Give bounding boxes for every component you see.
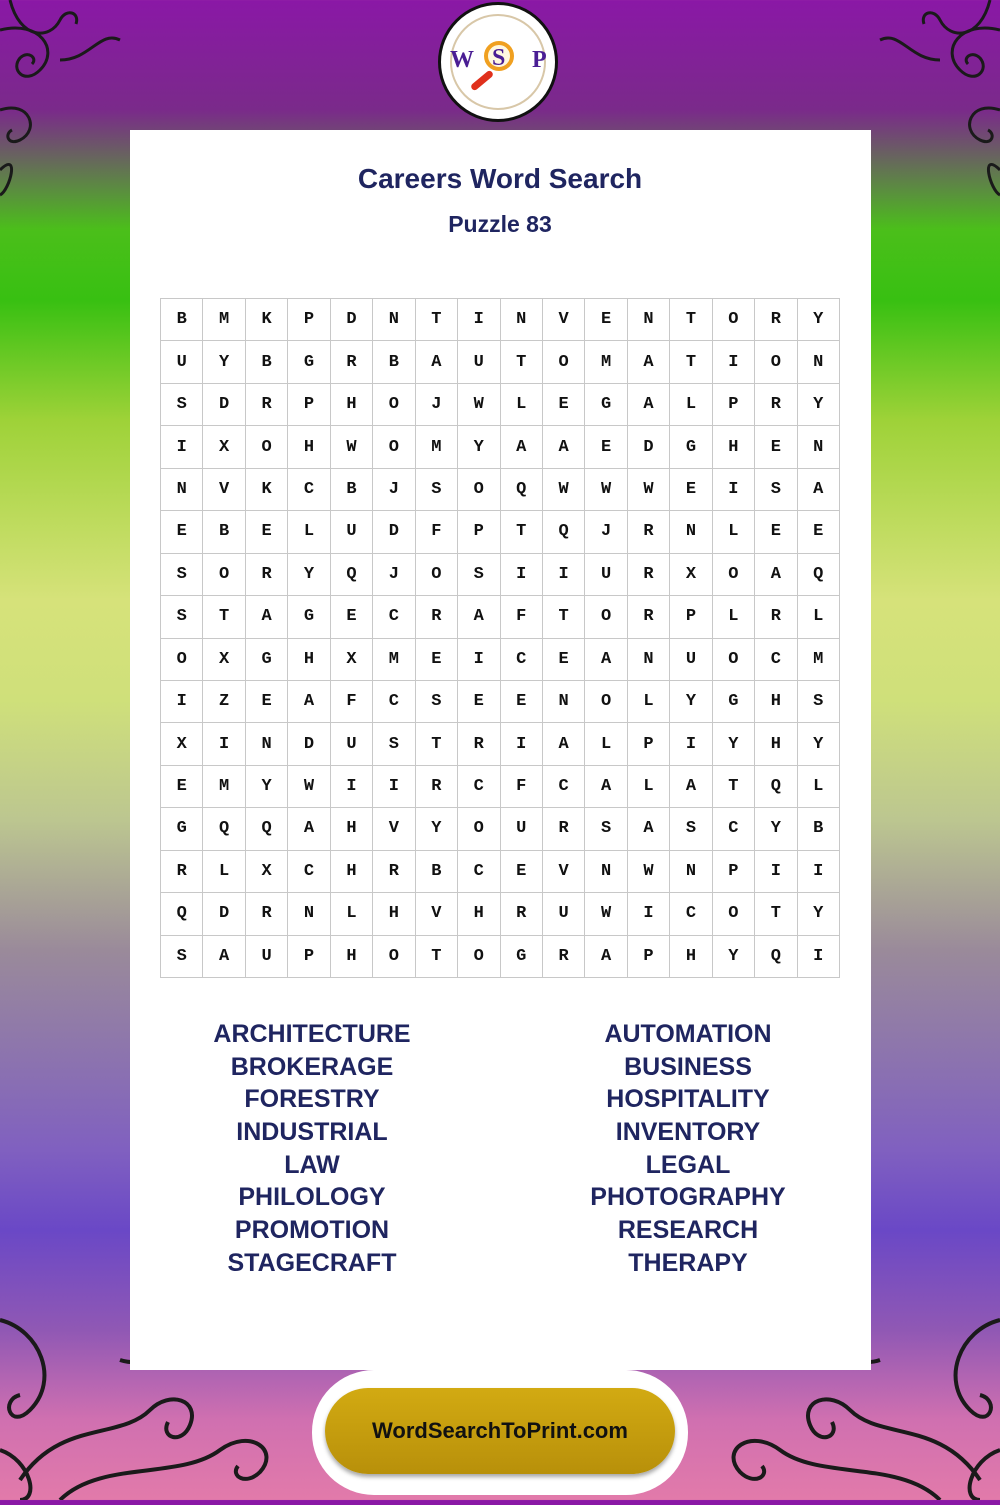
- grid-cell: E: [543, 639, 585, 681]
- grid-cell: Y: [458, 426, 500, 468]
- grid-cell: I: [543, 554, 585, 596]
- grid-cell: N: [798, 341, 840, 383]
- grid-cell: I: [458, 639, 500, 681]
- grid-cell: B: [798, 808, 840, 850]
- grid-cell: Y: [713, 936, 755, 978]
- grid-cell: B: [161, 299, 203, 341]
- grid-cell: B: [373, 341, 415, 383]
- grid-cell: I: [373, 766, 415, 808]
- word-list-item: AUTOMATION: [604, 1020, 772, 1048]
- grid-cell: R: [755, 596, 797, 638]
- grid-cell: O: [543, 341, 585, 383]
- grid-cell: I: [628, 893, 670, 935]
- grid-cell: G: [501, 936, 543, 978]
- grid-cell: Y: [416, 808, 458, 850]
- grid-cell: R: [416, 596, 458, 638]
- grid-cell: U: [331, 511, 373, 553]
- grid-cell: U: [161, 341, 203, 383]
- grid-cell: S: [416, 681, 458, 723]
- word-list-item: PHILOLOGY: [238, 1183, 386, 1212]
- grid-cell: Q: [331, 554, 373, 596]
- grid-cell: C: [755, 639, 797, 681]
- grid-cell: I: [203, 723, 245, 765]
- word-list-item: STAGECRAFT: [227, 1248, 397, 1277]
- grid-cell: R: [628, 596, 670, 638]
- grid-cell: L: [670, 384, 712, 426]
- grid-cell: R: [373, 851, 415, 893]
- grid-cell: L: [203, 851, 245, 893]
- grid-cell: U: [501, 808, 543, 850]
- grid-cell: G: [161, 808, 203, 850]
- grid-cell: H: [288, 639, 330, 681]
- grid-cell: I: [161, 426, 203, 468]
- grid-cell: A: [288, 681, 330, 723]
- grid-cell: N: [373, 299, 415, 341]
- grid-cell: I: [798, 936, 840, 978]
- grid-cell: B: [203, 511, 245, 553]
- grid-cell: M: [203, 766, 245, 808]
- grid-cell: P: [288, 936, 330, 978]
- grid-cell: H: [331, 384, 373, 426]
- grid-cell: D: [331, 299, 373, 341]
- grid-cell: A: [585, 936, 627, 978]
- grid-cell: S: [161, 596, 203, 638]
- grid-cell: I: [331, 766, 373, 808]
- grid-cell: R: [543, 808, 585, 850]
- grid-cell: F: [501, 766, 543, 808]
- grid-cell: Y: [798, 723, 840, 765]
- grid-cell: Q: [755, 766, 797, 808]
- grid-cell: S: [161, 384, 203, 426]
- grid-cell: Y: [203, 341, 245, 383]
- grid-cell: B: [246, 341, 288, 383]
- grid-cell: A: [670, 766, 712, 808]
- grid-cell: Y: [798, 384, 840, 426]
- grid-cell: D: [203, 893, 245, 935]
- grid-cell: W: [628, 469, 670, 511]
- grid-cell: H: [331, 936, 373, 978]
- grid-cell: N: [543, 681, 585, 723]
- grid-cell: Q: [755, 936, 797, 978]
- grid-cell: G: [288, 341, 330, 383]
- grid-cell: T: [416, 936, 458, 978]
- grid-cell: L: [798, 596, 840, 638]
- grid-cell: M: [203, 299, 245, 341]
- grid-cell: F: [331, 681, 373, 723]
- grid-cell: A: [288, 808, 330, 850]
- grid-cell: O: [416, 554, 458, 596]
- grid-cell: M: [798, 639, 840, 681]
- logo-letter-p: P: [532, 47, 547, 73]
- grid-cell: A: [203, 936, 245, 978]
- word-list-right: [488, 1018, 888, 1280]
- grid-cell: M: [373, 639, 415, 681]
- grid-cell: P: [628, 723, 670, 765]
- grid-cell: O: [161, 639, 203, 681]
- grid-cell: S: [373, 723, 415, 765]
- grid-cell: W: [585, 893, 627, 935]
- grid-cell: W: [458, 384, 500, 426]
- grid-cell: O: [458, 469, 500, 511]
- grid-cell: A: [246, 596, 288, 638]
- grid-cell: N: [246, 723, 288, 765]
- grid-cell: T: [543, 596, 585, 638]
- grid-cell: G: [288, 596, 330, 638]
- puzzle-number: Puzzle 83: [448, 211, 552, 237]
- grid-cell: E: [458, 681, 500, 723]
- grid-cell: W: [331, 426, 373, 468]
- grid-cell: N: [288, 893, 330, 935]
- grid-cell: N: [798, 426, 840, 468]
- grid-cell: L: [798, 766, 840, 808]
- grid-cell: O: [585, 681, 627, 723]
- grid-cell: V: [543, 299, 585, 341]
- grid-cell: S: [670, 808, 712, 850]
- grid-cell: H: [755, 681, 797, 723]
- grid-cell: H: [755, 723, 797, 765]
- grid-cell: R: [628, 554, 670, 596]
- grid-cell: E: [585, 299, 627, 341]
- grid-cell: A: [501, 426, 543, 468]
- grid-cell: V: [543, 851, 585, 893]
- grid-cell: O: [203, 554, 245, 596]
- grid-cell: K: [246, 299, 288, 341]
- grid-cell: I: [458, 299, 500, 341]
- grid-cell: Q: [501, 469, 543, 511]
- word-list-item: ARCHITECTURE: [213, 1020, 411, 1048]
- word-list-item: RESEARCH: [617, 1216, 759, 1245]
- grid-cell: L: [501, 384, 543, 426]
- grid-cell: O: [373, 936, 415, 978]
- grid-cell: W: [288, 766, 330, 808]
- grid-cell: O: [373, 384, 415, 426]
- word-list-left: [112, 1018, 512, 1280]
- word-list-item: LEGAL: [645, 1150, 731, 1179]
- grid-cell: E: [798, 511, 840, 553]
- grid-cell: E: [543, 384, 585, 426]
- grid-cell: X: [670, 554, 712, 596]
- grid-cell: O: [585, 596, 627, 638]
- grid-cell: O: [713, 554, 755, 596]
- grid-cell: A: [543, 426, 585, 468]
- grid-cell: D: [203, 384, 245, 426]
- word-list-item: INDUSTRIAL: [236, 1118, 388, 1147]
- grid-cell: D: [628, 426, 670, 468]
- grid-cell: C: [373, 681, 415, 723]
- grid-cell: I: [713, 341, 755, 383]
- word-list-item: BUSINESS: [624, 1052, 752, 1081]
- grid-cell: H: [288, 426, 330, 468]
- grid-cell: I: [713, 469, 755, 511]
- grid-cell: V: [416, 893, 458, 935]
- grid-cell: R: [628, 511, 670, 553]
- grid-cell: S: [585, 808, 627, 850]
- grid-cell: S: [416, 469, 458, 511]
- grid-cell: A: [585, 639, 627, 681]
- grid-cell: V: [203, 469, 245, 511]
- grid-cell: Y: [798, 893, 840, 935]
- grid-cell: R: [543, 936, 585, 978]
- grid-cell: N: [628, 299, 670, 341]
- grid-cell: E: [246, 681, 288, 723]
- grid-cell: T: [501, 341, 543, 383]
- grid-cell: U: [670, 639, 712, 681]
- grid-cell: D: [288, 723, 330, 765]
- word-list-item: BROKERAGE: [230, 1052, 394, 1081]
- grid-cell: C: [501, 639, 543, 681]
- grid-cell: J: [416, 384, 458, 426]
- grid-cell: N: [501, 299, 543, 341]
- grid-cell: P: [458, 511, 500, 553]
- grid-cell: L: [585, 723, 627, 765]
- grid-cell: T: [713, 766, 755, 808]
- grid-cell: Y: [288, 554, 330, 596]
- word-list-item: PROMOTION: [234, 1216, 390, 1245]
- grid-cell: J: [373, 554, 415, 596]
- grid-cell: Z: [203, 681, 245, 723]
- grid-cell: Q: [246, 808, 288, 850]
- grid-cell: U: [331, 723, 373, 765]
- grid-cell: E: [585, 426, 627, 468]
- grid-cell: O: [713, 893, 755, 935]
- grid-cell: O: [755, 341, 797, 383]
- grid-cell: P: [288, 299, 330, 341]
- grid-cell: B: [331, 469, 373, 511]
- grid-cell: X: [203, 639, 245, 681]
- grid-cell: C: [288, 851, 330, 893]
- grid-cell: T: [670, 299, 712, 341]
- site-link-label: WordSearchToPrint.com: [372, 1418, 628, 1443]
- grid-cell: U: [543, 893, 585, 935]
- grid-cell: H: [373, 893, 415, 935]
- grid-cell: O: [246, 426, 288, 468]
- word-list-item: INVENTORY: [615, 1118, 761, 1147]
- grid-cell: S: [755, 469, 797, 511]
- grid-cell: C: [543, 766, 585, 808]
- grid-cell: R: [755, 384, 797, 426]
- grid-cell: R: [246, 893, 288, 935]
- grid-cell: J: [585, 511, 627, 553]
- grid-cell: I: [501, 554, 543, 596]
- grid-cell: N: [585, 851, 627, 893]
- grid-cell: X: [246, 851, 288, 893]
- grid-cell: I: [798, 851, 840, 893]
- grid-cell: R: [246, 554, 288, 596]
- wsp-logo[interactable]: [438, 2, 558, 122]
- grid-cell: P: [628, 936, 670, 978]
- grid-cell: N: [161, 469, 203, 511]
- grid-cell: K: [246, 469, 288, 511]
- grid-cell: R: [458, 723, 500, 765]
- grid-cell: L: [628, 681, 670, 723]
- grid-cell: I: [161, 681, 203, 723]
- grid-cell: R: [501, 893, 543, 935]
- grid-cell: G: [670, 426, 712, 468]
- grid-cell: O: [373, 426, 415, 468]
- grid-cell: I: [501, 723, 543, 765]
- grid-cell: L: [713, 596, 755, 638]
- grid-cell: T: [501, 511, 543, 553]
- grid-cell: Y: [798, 299, 840, 341]
- grid-cell: Q: [543, 511, 585, 553]
- grid-cell: U: [246, 936, 288, 978]
- grid-cell: Y: [713, 723, 755, 765]
- grid-cell: T: [755, 893, 797, 935]
- grid-cell: E: [755, 426, 797, 468]
- word-list-item: THERAPY: [628, 1248, 748, 1277]
- grid-cell: Y: [670, 681, 712, 723]
- grid-cell: Y: [246, 766, 288, 808]
- grid-cell: A: [798, 469, 840, 511]
- grid-cell: N: [670, 851, 712, 893]
- grid-cell: E: [161, 511, 203, 553]
- grid-cell: A: [543, 723, 585, 765]
- grid-cell: E: [755, 511, 797, 553]
- grid-cell: W: [543, 469, 585, 511]
- grid-cell: I: [670, 723, 712, 765]
- grid-cell: O: [713, 299, 755, 341]
- grid-cell: E: [501, 851, 543, 893]
- grid-cell: J: [373, 469, 415, 511]
- grid-cell: Q: [203, 808, 245, 850]
- grid-cell: Q: [161, 893, 203, 935]
- page-title: Careers Word Search: [357, 163, 643, 194]
- grid-cell: A: [585, 766, 627, 808]
- grid-cell: T: [670, 341, 712, 383]
- grid-cell: F: [416, 511, 458, 553]
- grid-cell: T: [203, 596, 245, 638]
- grid-cell: X: [161, 723, 203, 765]
- logo-letter-w: W: [450, 47, 474, 73]
- footer-badge: [312, 1370, 688, 1495]
- letter-grid: [160, 298, 840, 978]
- grid-cell: P: [288, 384, 330, 426]
- grid-cell: T: [416, 299, 458, 341]
- grid-cell: O: [713, 639, 755, 681]
- grid-cell: W: [585, 469, 627, 511]
- grid-cell: O: [458, 936, 500, 978]
- grid-cell: P: [713, 851, 755, 893]
- grid-cell: A: [458, 596, 500, 638]
- grid-cell: R: [246, 384, 288, 426]
- grid-cell: B: [416, 851, 458, 893]
- grid-cell: E: [416, 639, 458, 681]
- grid-cell: S: [161, 554, 203, 596]
- word-list-item: HOSPITALITY: [606, 1085, 770, 1114]
- word-list-item: FORESTRY: [244, 1085, 380, 1114]
- grid-cell: M: [585, 341, 627, 383]
- grid-cell: G: [713, 681, 755, 723]
- grid-cell: N: [670, 511, 712, 553]
- grid-cell: H: [331, 808, 373, 850]
- grid-cell: C: [458, 766, 500, 808]
- grid-cell: N: [628, 639, 670, 681]
- site-link-button[interactable]: [325, 1388, 675, 1474]
- grid-cell: D: [373, 511, 415, 553]
- grid-cell: V: [373, 808, 415, 850]
- grid-cell: X: [203, 426, 245, 468]
- grid-cell: R: [755, 299, 797, 341]
- grid-cell: P: [713, 384, 755, 426]
- grid-cell: C: [458, 851, 500, 893]
- grid-cell: A: [628, 341, 670, 383]
- grid-cell: L: [628, 766, 670, 808]
- grid-cell: Y: [755, 808, 797, 850]
- grid-cell: E: [501, 681, 543, 723]
- word-list-item: LAW: [284, 1150, 340, 1179]
- grid-cell: A: [755, 554, 797, 596]
- grid-cell: P: [670, 596, 712, 638]
- grid-cell: U: [458, 341, 500, 383]
- grid-cell: E: [161, 766, 203, 808]
- grid-cell: C: [288, 469, 330, 511]
- grid-cell: A: [628, 384, 670, 426]
- grid-cell: C: [713, 808, 755, 850]
- grid-cell: C: [373, 596, 415, 638]
- grid-cell: L: [331, 893, 373, 935]
- grid-cell: U: [585, 554, 627, 596]
- grid-cell: R: [416, 766, 458, 808]
- grid-cell: C: [670, 893, 712, 935]
- grid-cell: G: [585, 384, 627, 426]
- grid-cell: M: [416, 426, 458, 468]
- grid-cell: E: [246, 511, 288, 553]
- grid-cell: A: [628, 808, 670, 850]
- grid-cell: S: [161, 936, 203, 978]
- grid-cell: H: [331, 851, 373, 893]
- grid-cell: L: [713, 511, 755, 553]
- grid-cell: H: [458, 893, 500, 935]
- logo-letter-s: S: [492, 45, 506, 71]
- grid-cell: E: [331, 596, 373, 638]
- grid-cell: W: [628, 851, 670, 893]
- grid-cell: Q: [798, 554, 840, 596]
- word-list-item: PHOTOGRAPHY: [590, 1183, 786, 1212]
- grid-cell: T: [416, 723, 458, 765]
- grid-cell: I: [755, 851, 797, 893]
- grid-cell: G: [246, 639, 288, 681]
- grid-cell: R: [331, 341, 373, 383]
- grid-cell: O: [458, 808, 500, 850]
- grid-cell: A: [416, 341, 458, 383]
- grid-cell: R: [161, 851, 203, 893]
- grid-cell: S: [458, 554, 500, 596]
- grid-cell: S: [798, 681, 840, 723]
- grid-cell: F: [501, 596, 543, 638]
- grid-cell: X: [331, 639, 373, 681]
- grid-cell: H: [670, 936, 712, 978]
- grid-cell: E: [670, 469, 712, 511]
- grid-cell: L: [288, 511, 330, 553]
- grid-cell: H: [713, 426, 755, 468]
